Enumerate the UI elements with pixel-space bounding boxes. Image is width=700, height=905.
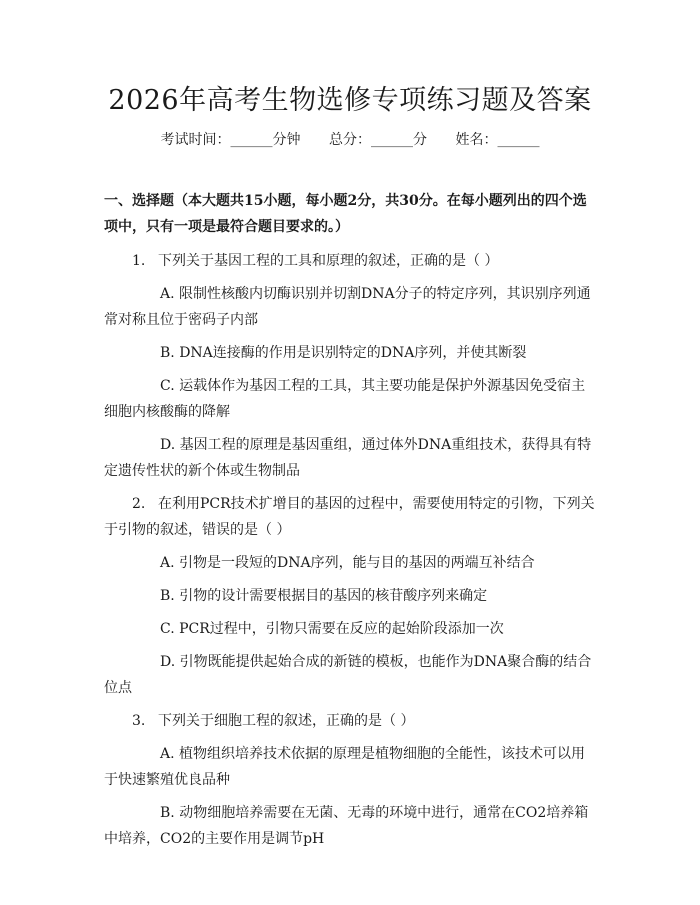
student-name: 姓名：______ bbox=[455, 132, 540, 148]
question-text: 在利用PCR技术扩增目的基因的过程中，需要使用特定的引物，下列关于引物的叙述，错误的是（ ） bbox=[104, 496, 595, 538]
option-c: C. PCR过程中，引物只需要在反应的起始阶段添加一次 bbox=[160, 621, 504, 637]
exam-score: 总分：______分 bbox=[329, 132, 427, 148]
exam-info bbox=[0, 130, 700, 150]
option-a: A. 引物是一段短的DNA序列，能与目的基因的两端互补结合 bbox=[160, 555, 535, 571]
question-number: 2. bbox=[132, 496, 146, 512]
option-d: D. 引物既能提供起始合成的新链的模板，也能作为DNA聚合酶的结合位点 bbox=[104, 654, 592, 696]
option-a: A. 植物组织培养技术依据的原理是植物细胞的全能性，该技术可以用于快速繁殖优良品种 bbox=[104, 746, 586, 788]
question-3 bbox=[104, 708, 596, 852]
question-1 bbox=[104, 248, 596, 484]
question-stem bbox=[104, 248, 596, 274]
section-heading: 一、选择题（本大题共15小题，每小题2分，共30分。在每小题列出的四个选项中，只有一项是最符合题目要求的。） bbox=[104, 193, 587, 235]
question-number: 3. bbox=[132, 713, 146, 729]
question-number: 1. bbox=[132, 253, 146, 269]
option-d: D. 基因工程的原理是基因重组，通过体外DNA重组技术，获得具有特定遗传性状的新个体或生物制品 bbox=[104, 437, 592, 479]
question-content bbox=[104, 188, 596, 859]
option-b: B. 动物细胞培养需要在无菌、无毒的环境中进行，通常在CO2培养箱中培养，CO2的主要作用是调节pH bbox=[104, 805, 589, 847]
question-2 bbox=[104, 491, 596, 701]
question-stem bbox=[104, 708, 596, 734]
option-c: C. 运载体作为基因工程的工具，其主要功能是保护外源基因免受宿主细胞内核酸酶的降解 bbox=[104, 378, 586, 420]
option-b: B. 引物的设计需要根据目的基因的核苷酸序列来确定 bbox=[160, 588, 488, 604]
question-text: 下列关于基因工程的工具和原理的叙述，正确的是（ ） bbox=[158, 253, 499, 269]
question-text: 下列关于细胞工程的叙述，正确的是（ ） bbox=[158, 713, 415, 729]
option-a: A. 限制性核酸内切酶识别并切割DNA分子的特定序列，其识别序列通常对称且位于密码子内部 bbox=[104, 286, 591, 328]
question-stem bbox=[104, 491, 596, 543]
option-b: B. DNA连接酶的作用是识别特定的DNA序列，并使其断裂 bbox=[160, 345, 527, 361]
page-title: 2026年高考生物选修专项练习题及答案 bbox=[108, 85, 592, 116]
exam-time: 考试时间：______分钟 bbox=[160, 132, 301, 148]
